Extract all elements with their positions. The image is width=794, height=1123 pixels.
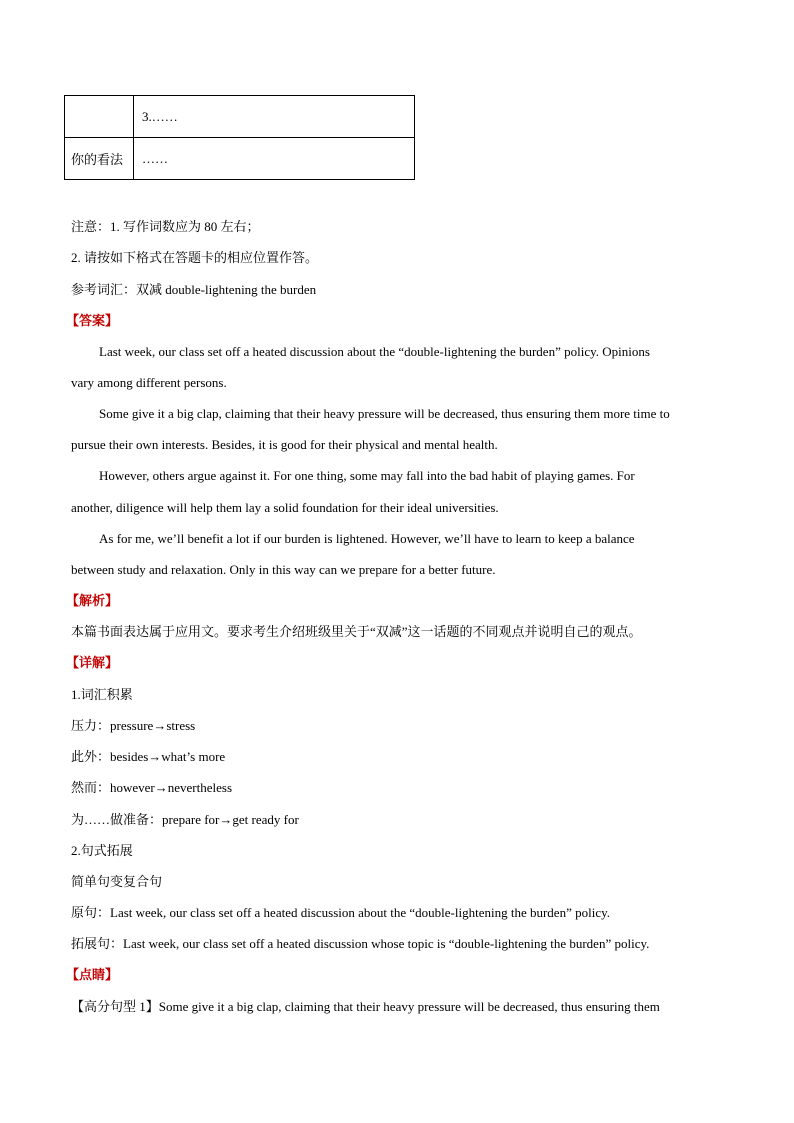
table-cell-label: 你的看法	[65, 138, 134, 180]
answer-line: Last week, our class set off a heated discussion about the “double-lightening the burden” policy. Opinions	[99, 344, 650, 359]
analysis-text: 本篇书面表达属于应用文。要求考生介绍班级里关于“双减”这一话题的不同观点并说明自己的观点。	[71, 624, 642, 639]
table-row	[65, 138, 415, 180]
vocab-title: 1.词汇积累	[71, 687, 133, 702]
answer-heading: 【答案】	[66, 313, 119, 328]
table-row	[65, 96, 415, 138]
answer-line: another, diligence will help them lay a solid foundation for their ideal universities.	[71, 500, 499, 515]
answer-line: between study and relaxation. Only in this way can we prepare for a better future.	[71, 562, 496, 577]
note-format: 2. 请按如下格式在答题卡的相应位置作答。	[71, 250, 319, 265]
vocab-item: 压力：pressure→stress	[71, 718, 196, 733]
outline-table	[64, 95, 415, 180]
answer-line: However, others argue against it. For one thing, some may fall into the bad habit of playing games. For	[99, 468, 635, 483]
note-word-count: 注意：1. 写作词数应为 80 左右；	[71, 219, 260, 234]
answer-line: vary among different persons.	[71, 375, 227, 390]
vocab-item: 此外：besides→what’s more	[71, 749, 226, 764]
table-cell-content: ……	[134, 138, 415, 180]
vocab-item: 然而：however→nevertheless	[71, 780, 233, 795]
highlight-heading: 【点睛】	[66, 967, 119, 982]
answer-line: As for me, we’ll benefit a lot if our burden is lightened. However, we’ll have to learn to keep a balance	[99, 531, 635, 546]
highlight-text: 【高分句型 1】Some give it a big clap, claiming that their heavy pressure will be decreased, thus ensuring them	[71, 999, 660, 1014]
expanded-sentence: 拓展句：Last week, our class set off a heated discussion whose topic is “double-lightening the burden” policy.	[71, 936, 650, 951]
reference-vocab: 参考词汇：双减 double-lightening the burden	[71, 282, 317, 297]
table-cell-label	[65, 96, 134, 138]
analysis-heading: 【解析】	[66, 593, 119, 608]
answer-line: Some give it a big clap, claiming that their heavy pressure will be decreased, thus ensuring them more time to	[99, 406, 670, 421]
original-sentence: 原句：Last week, our class set off a heated discussion about the “double-lightening the burden” policy.	[71, 905, 610, 920]
details-heading: 【详解】	[66, 655, 119, 670]
sentence-title: 2.句式拓展	[71, 843, 133, 858]
vocab-item: 为……做准备：prepare for→get ready for	[71, 812, 299, 827]
answer-line: pursue their own interests. Besides, it is good for their physical and mental health.	[71, 437, 498, 452]
sentence-subtitle: 简单句变复合句	[71, 874, 163, 889]
table-cell-content: 3.……	[134, 96, 415, 138]
